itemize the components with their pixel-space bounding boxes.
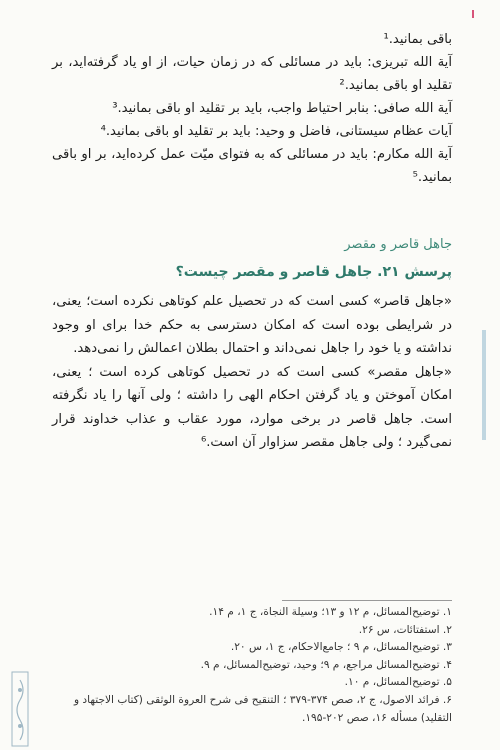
answer-text bbox=[52, 290, 452, 455]
publisher-logo-icon bbox=[6, 670, 34, 748]
footnote: ۵. توضیح‌المسائل، م ۱۰. bbox=[344, 676, 452, 689]
margin-highlight bbox=[482, 330, 486, 440]
question-heading: پرسش ۲۱. جاهل قاصر و مقصر چیست؟ bbox=[175, 264, 452, 280]
footnote: ۴. توضیح‌المسائل مراجع، م ۹؛ وحید، توضیح‌المسائل، م ۹. bbox=[200, 658, 452, 671]
section-title: جاهل قاصر و مقصر bbox=[344, 237, 452, 252]
body-line: آیة الله مکارم: باید در مسائلی که به فتوای میّت عمل کرده‌اید، بر او باقی بمانید.⁵ bbox=[52, 147, 452, 185]
footnote: ۶. فرائد الاصول، ج ۲، صص ۳۷۴-۳۷۹ ؛ التنقیح فی شرح العروة الوثقی (کتاب الاجتهاد و التقلید) مسأله ۱۶، صص ۲۰۲-۱۹۵. bbox=[73, 693, 452, 724]
body-line: آیة الله صافی: بنابر احتیاط واجب، باید بر تقلید او باقی بمانید.³ bbox=[112, 101, 452, 116]
body-line: آیة الله تبریزی: باید در مسائلی که در زمان حیات، از او یاد گرفته‌اید، بر تقلید او باقی بمانید.² bbox=[52, 55, 452, 93]
body-text bbox=[52, 28, 452, 189]
footnotes bbox=[52, 604, 452, 727]
footnote: ۱. توضیح‌المسائل، م ۱۲ و ۱۳؛ وسیلة النجاة، ج ۱، م ۱۴. bbox=[209, 606, 452, 618]
footnote-rule bbox=[282, 600, 452, 601]
page-edge-mark bbox=[472, 10, 474, 18]
body-line: آیات عظام سیستانی، فاضل و وحید: باید بر تقلید او باقی بمانید.⁴ bbox=[100, 124, 452, 139]
book-page bbox=[52, 0, 452, 750]
body-line: باقی بمانید.¹ bbox=[383, 32, 452, 47]
answer-paragraph: «جاهل قاصر» کسی است که در تحصیل علم کوتاهی نکرده است؛ یعنی، در شرایطی بوده است که امکان دسترسی به حکم خدا برای او وجود نداشته و یا خود را جاهل نمی‌داند و احتمال بطلان اعمالش را نمی‌دهد. bbox=[52, 294, 452, 356]
footnote: ۲. استفتائات، س ۲۶. bbox=[358, 623, 452, 636]
footnote: ۳. توضیح‌المسائل، م ۹ ؛ جامع‌الاحکام، ج ۱، س ۲۰. bbox=[230, 641, 452, 654]
answer-paragraph: «جاهل مقصر» کسی است که در تحصیل کوتاهی کرده است ؛ یعنی، امکان آموختن و یاد گرفتن احکام الهی را داشته ؛ ولی آنها را یاد نگرفته است. جاهل قاصر در برخی موارد، مورد عقاب و عذاب خداوند قرار نمی‌گیرد ؛ ولی جاهل مقصر سزاوار آن است.⁶ bbox=[52, 364, 452, 450]
